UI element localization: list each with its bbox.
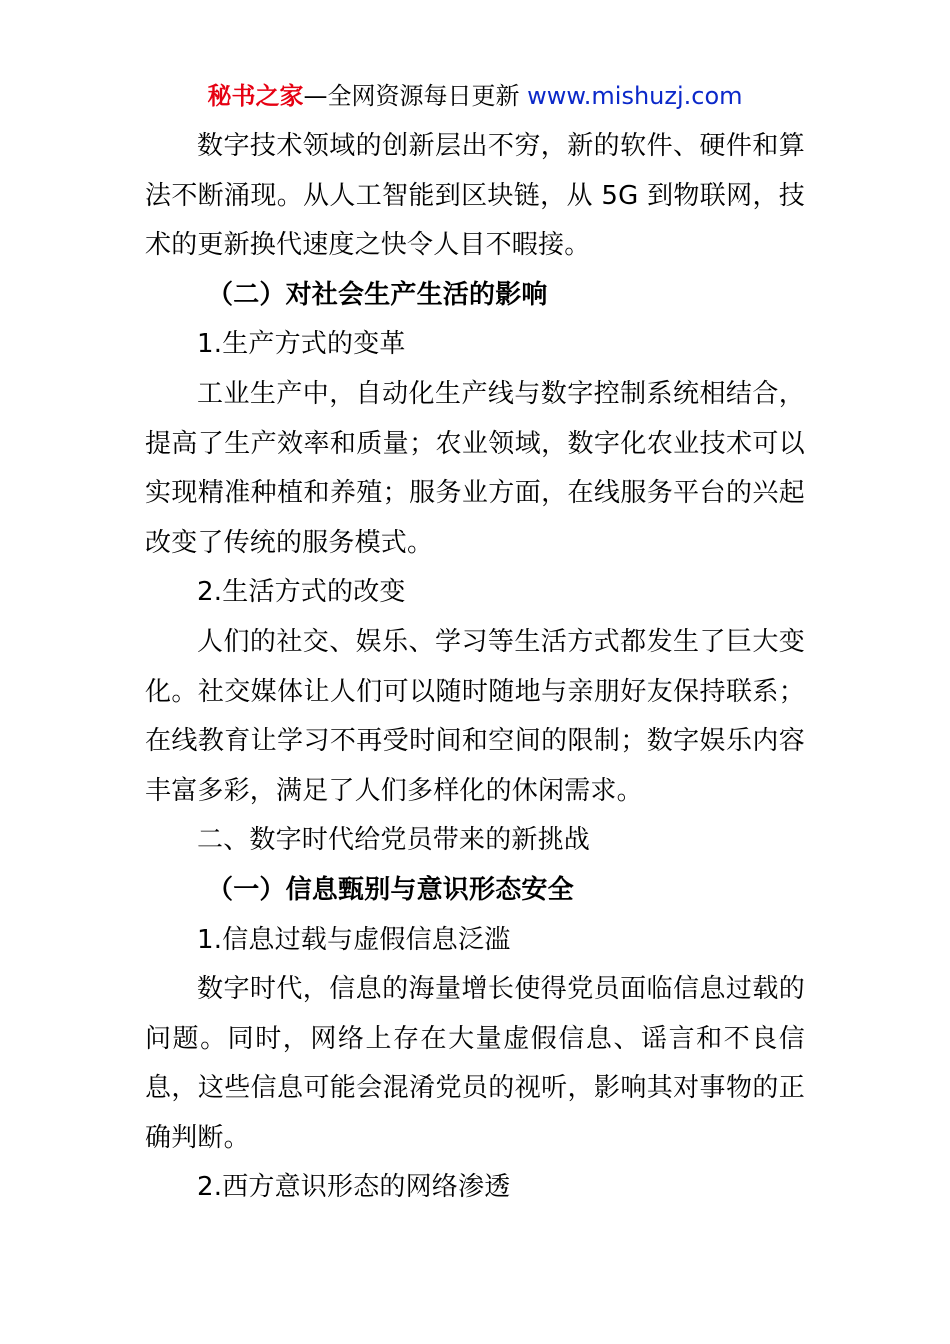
header-tagline: —全网资源每日更新 bbox=[303, 82, 528, 110]
section-heading-new-challenges: 二、数字时代给党员带来的新挑战 bbox=[197, 825, 591, 856]
page-header bbox=[0, 80, 950, 112]
section-heading-social-impact: （二）对社会生产生活的影响 bbox=[207, 279, 548, 310]
body-paragraph-tech-innovation: 数字技术领域的创新层出不穷，新的软件、硬件和算法不断涌现。从人工智能到区块链，从 5G 到物联网，技术的更新换代速度之快令人目不暇接。 bbox=[145, 131, 805, 261]
subheading-info-overload: 1.信息过载与虚假信息泛滥 bbox=[197, 924, 511, 955]
subheading-lifestyle-change: 2.生活方式的改变 bbox=[197, 577, 406, 608]
body-paragraph-lifestyle: 人们的社交、娱乐、学习等生活方式都发生了巨大变化。社交媒体让人们可以随时随地与亲朋好友保持联系；在线教育让学习不再受时间和空间的限制；数字娱乐内容丰富多彩，满足了人们多样化的休闲需求。 bbox=[145, 626, 805, 806]
site-url-link[interactable]: www.mishuzj.com bbox=[527, 82, 743, 110]
body-paragraph-info-overload: 数字时代，信息的海量增长使得党员面临信息过载的问题。同时，网络上存在大量虚假信息、谣言和不良信息，这些信息可能会混淆党员的视听，影响其对事物的正确判断。 bbox=[145, 974, 805, 1153]
brand-name: 秘书之家 bbox=[207, 82, 304, 110]
subheading-production-change: 1.生产方式的变革 bbox=[197, 329, 406, 360]
body-paragraph-production: 工业生产中，自动化生产线与数字控制系统相结合，提高了生产效率和质量；农业领域，数字化农业技术可以实现精准种植和养殖；服务业方面，在线服务平台的兴起改变了传统的服务模式。 bbox=[145, 378, 805, 558]
document-body bbox=[145, 122, 805, 1213]
section-heading-info-security: （一）信息甄别与意识形态安全 bbox=[207, 874, 574, 905]
subheading-western-ideology: 2.西方意识形态的网络渗透 bbox=[197, 1172, 511, 1203]
